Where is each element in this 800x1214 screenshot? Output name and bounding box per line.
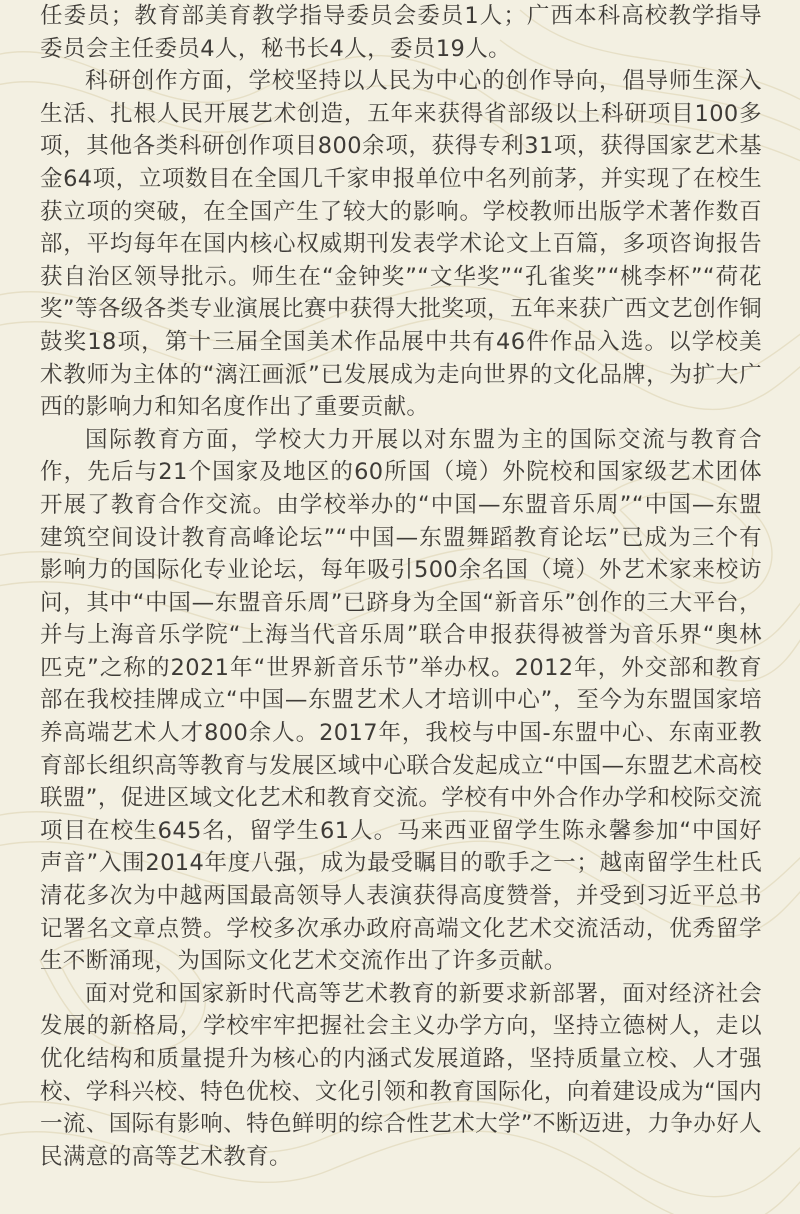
paragraph-continued: 任委员；教育部美育教学指导委员会委员1人；广西本科高校教学指导委员会主任委员4人，秘书长4人，委员19人。 bbox=[40, 3, 762, 62]
paragraph-international: 国际教育方面，学校大力开展以对东盟为主的国际交流与教育合作，先后与21个国家及地区的60所国（境）外院校和国家级艺术团体开展了教育合作交流。由学校举办的“中国—东盟音乐周”“中国—东盟建筑空间设计教育高峰论坛”“中国—东盟舞蹈教育论坛”已成为三个有影响力的国际化专业论坛，每年吸引500余名国（境）外艺术家来校访问，其中“中国—东盟音乐周”已跻身为全国“新音乐”创作的三大平台，并与上海音乐学院“上海当代音乐周”联合申报获得被誉为音乐界“奥林匹克”之称的2021年“世界新音乐节”举办权。2012年，外交部和教育部在我校挂牌成立“中国—东盟艺术人才培训中心”，至今为东盟国家培养高端艺术人才800余人。2017年，我校与中国-东盟中心、东南亚教育部长组织高等教育与发展区域中心联合发起成立“中国—东盟艺术高校联盟”，促进区域文化艺术和教育交流。学校有中外合作办学和校际交流项目在校生645名，留学生61人。马来西亚留学生陈永馨参加“中国好声音”入围2014年度八强，成为最受瞩目的歌手之一；越南留学生杜氏清花多次为中越两国最高领导人表演获得高度赞誉，并受到习近平总书记署名文章点赞。学校多次承办政府高端文化艺术交流活动，优秀留学生不断涌现，为国际文化艺术交流作出了许多贡献。 bbox=[40, 426, 762, 975]
paragraph-research: 科研创作方面，学校坚持以人民为中心的创作导向，倡导师生深入生活、扎根人民开展艺术创造，五年来获得省部级以上科研项目100多项，其他各类科研创作项目800余项，获得专利31项，获得国家艺术基金64项，立项数目在全国几千家申报单位中名列前茅，并实现了在校生获立项的突破，在全国产生了较大的影响。学校教师出版学术著作数百部，平均每年在国内核心权威期刊发表学术论文上百篇，多项咨询报告获自治区领导批示。师生在“金钟奖”“文华奖”“孔雀奖”“桃李杯”“荷花奖”等各级各类专业演展比赛中获得大批奖项，五年来获广西文艺创作铜鼓奖18项，第十三届全国美术作品展中共有46件作品入选。以学校美术教师为主体的“漓江画派”已发展成为走向世界的文化品牌，为扩大广西的影响力和知名度作出了重要贡献。 bbox=[40, 68, 762, 421]
paragraph-outlook: 面对党和国家新时代高等艺术教育的新要求新部署，面对经济社会发展的新格局，学校牢牢把握社会主义办学方向，坚持立德树人，走以优化结构和质量提升为核心的内涵式发展道路，坚持质量立校、人才强校、学科兴校、特色优校、文化引领和教育国际化，向着建设成为“国内一流、国际有影响、特色鲜明的综合性艺术大学”不断迈进，力争办好人民满意的高等艺术教育。 bbox=[40, 980, 762, 1170]
article-body bbox=[40, 0, 762, 1173]
